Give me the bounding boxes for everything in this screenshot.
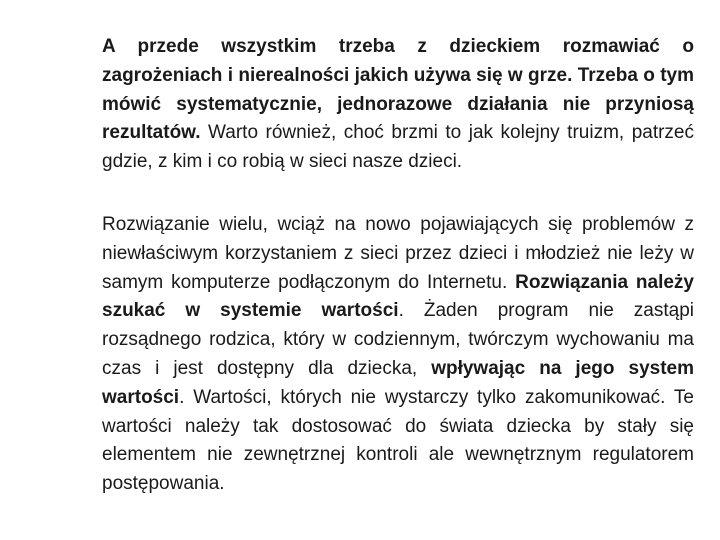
paragraph-2-bold-run-1: Rozwiązania należy szukać w systemie wartości — [102, 271, 694, 322]
paragraph-1-regular-run: Warto również, choć brzmi to jak kolejny truizm, patrzeć gdzie, z kim i co robią w sieci nasze dzieci. — [102, 122, 694, 173]
paragraph-1-bold-run: A przede wszystkim trzeba z dzieckiem rozmawiać o zagrożeniach i nierealności jakich używa się w grze. Trzeba o tym mówić systematycznie, jednorazowe działania nie przyniosą rezultatów. — [102, 36, 694, 144]
paragraph-2-run-1: Rozwiązanie wielu, wciąż na nowo pojawiających się problemów z niewłaściwym korzystaniem z sieci przez dzieci i młodzież nie leży w samym komputerze podłączonym do Internetu. — [102, 214, 694, 293]
paragraph-2-bold-run-2: wpływając na jego system wartości — [102, 357, 694, 408]
paragraph-1 — [102, 33, 694, 177]
paragraph-2 — [102, 211, 694, 499]
paragraph-2-run-2: . Żaden program nie zastąpi rozsądnego rodzica, który w codziennym, twórczym wychowaniu ma czas i jest dostępny dla dziecka, — [102, 300, 694, 379]
paragraph-2-run-3: . Wartości, których nie wystarczy tylko zakomunikować. Te wartości należy tak dostosować do świata dziecka by stały się elementem nie zewnętrznej kontroli ale wewnętrznym regulatorem postępowania. — [102, 386, 694, 495]
